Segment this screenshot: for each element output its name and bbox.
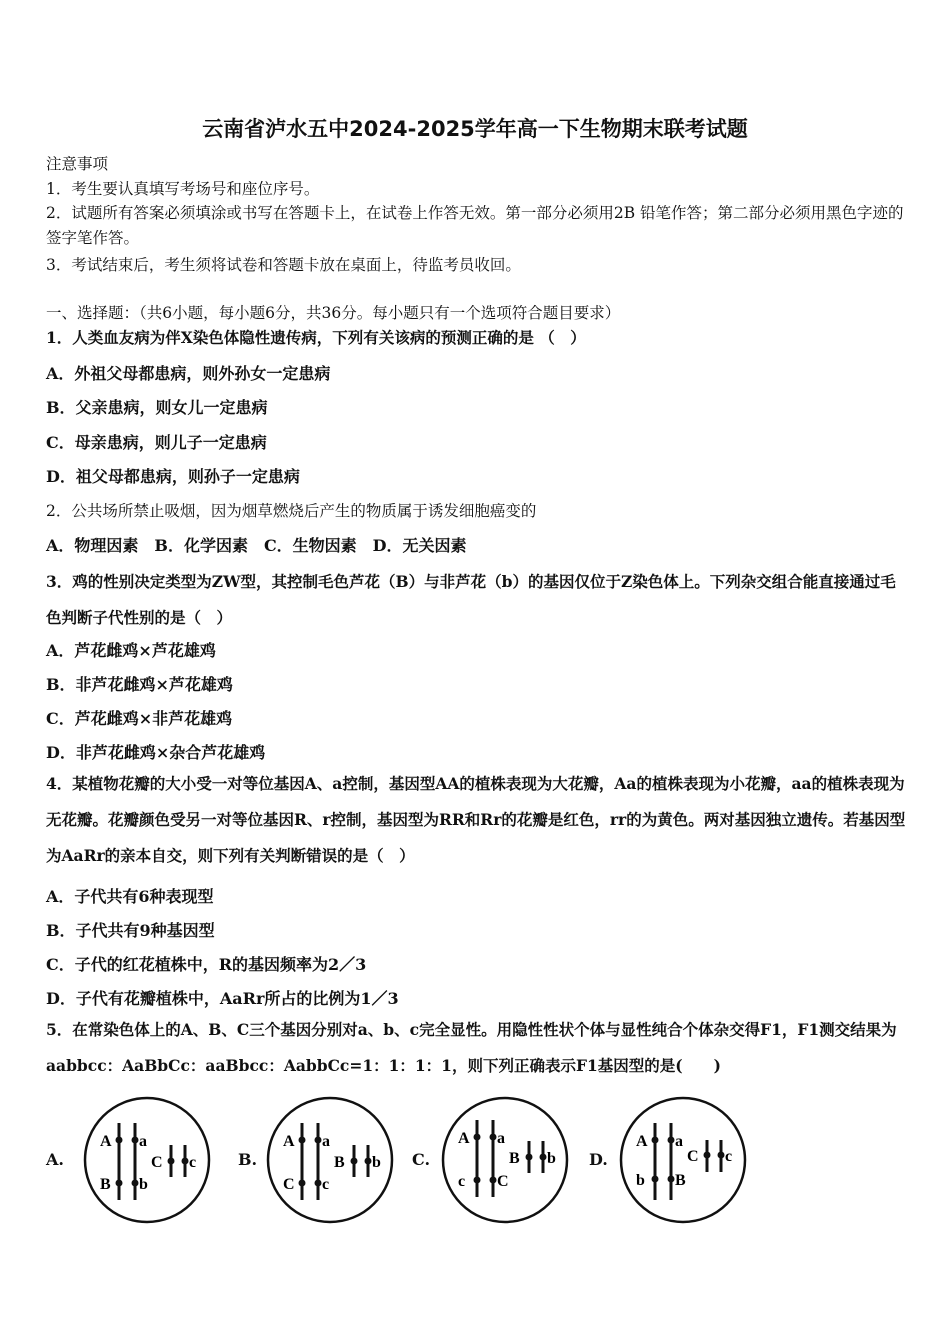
notice-item: 3．考试结束后，考生须将试卷和答题卡放在桌面上，待监考员收回。 [46, 256, 521, 274]
notice-heading: 注意事项 [46, 155, 109, 173]
option-c: C．子代的红花植株中，R的基因频率为2／3 [46, 955, 367, 974]
option-d: D．非芦花雌鸡×杂合芦花雄鸡 [46, 743, 266, 762]
gene-label: B [100, 1176, 111, 1193]
gene-label: c [322, 1176, 330, 1193]
gene-label: a [497, 1130, 505, 1147]
question-stem: 4．某植物花瓣的大小受一对等位基因A、a控制，基因型AA的植株表现为大花瓣，Aa的植株表现为小花瓣，aa的植株表现为无花瓣。花瓣颜色受另一对等位基因R、r控制，基因型为RR和Rr的花瓣是红色，rr的为黄色。两对基因独立遗传。若基因型为AaRr的亲本自交，则下列有关判断错误的是（ ） [46, 774, 906, 865]
option-c: C．芦花雌鸡×非芦花雄鸡 [46, 709, 233, 728]
option-d: D．子代有花瓣植株中，AaRr所占的比例为1／3 [46, 989, 399, 1008]
gene-label: C [151, 1154, 163, 1171]
gene-label: C [687, 1148, 699, 1165]
gene-label: a [322, 1133, 330, 1150]
gene-label: C [283, 1176, 295, 1193]
gene-label: b [139, 1176, 148, 1193]
gene-label: B [675, 1172, 686, 1189]
gene-label: A [458, 1130, 470, 1147]
gene-label: A [283, 1133, 295, 1150]
question-stem: 2．公共场所禁止吸烟，因为烟草燃烧后产生的物质属于诱发细胞癌变的 [46, 502, 537, 520]
options-inline: A．物理因素 B．化学因素 C．生物因素 D．无关因素 [46, 536, 467, 555]
gene-label: c [458, 1173, 466, 1190]
section-heading: 一、选择题：（共6小题，每小题6分，共36分。每小题只有一个选项符合题目要求） [46, 304, 621, 322]
cell-diagram-d [618, 1095, 748, 1225]
gene-label: c [725, 1148, 733, 1165]
figure-label: A. [46, 1150, 64, 1169]
figure-label: C. [412, 1150, 431, 1169]
gene-label: a [675, 1133, 683, 1150]
option-b: B．非芦花雌鸡×芦花雄鸡 [46, 675, 233, 694]
gene-label: c [189, 1154, 197, 1171]
question-stem: 1．人类血友病为伴X染色体隐性遗传病，下列有关该病的预测正确的是 （ ） [46, 328, 586, 347]
option-d: D．祖父母都患病，则孙子一定患病 [46, 467, 300, 486]
option-a: A．外祖父母都患病，则外孙女一定患病 [46, 364, 331, 383]
gene-label: b [372, 1154, 381, 1171]
cell-diagram-b [265, 1095, 395, 1225]
option-b: B．子代共有9种基因型 [46, 921, 215, 940]
gene-label: A [100, 1133, 112, 1150]
cell-diagram-a [82, 1095, 212, 1225]
gene-label: a [139, 1133, 147, 1150]
gene-label: b [636, 1172, 645, 1189]
figure-label: B. [238, 1150, 258, 1169]
gene-label: B [509, 1150, 520, 1167]
notice-item: 1．考生要认真填写考场号和座位序号。 [46, 180, 320, 198]
gene-label: b [547, 1150, 556, 1167]
cell-diagram-c [440, 1095, 570, 1225]
option-a: A．芦花雌鸡×芦花雄鸡 [46, 641, 216, 660]
question-stem: 3．鸡的性别决定类型为ZW型，其控制毛色芦花（B）与非芦花（b）的基因仅位于Z染色体上。下列杂交组合能直接通过毛色判断子代性别的是（ ） [46, 572, 896, 627]
figure-label: D. [589, 1150, 608, 1169]
gene-label: A [636, 1133, 648, 1150]
chromosome-figures [0, 1095, 950, 1235]
gene-label: B [334, 1154, 345, 1171]
question-stem: 5．在常染色体上的A、B、C三个基因分别对a、b、c完全显性。用隐性性状个体与显性纯合个体杂交得F1，F1测交结果为aabbcc：AaBbCc：aaBbcc：AabbCc=1：1：1：1，则下列正确表示F1基因型的是( ) [46, 1020, 897, 1075]
gene-label: C [497, 1173, 509, 1190]
option-a: A．子代共有6种表现型 [46, 887, 214, 906]
notice-item: 2．试题所有答案必须填涂或书写在答题卡上，在试卷上作答无效。第一部分必须用2B 铅笔作答；第二部分必须用黑色字迹的签字笔作答。 [46, 204, 904, 247]
option-c: C．母亲患病，则儿子一定患病 [46, 433, 267, 452]
page-title: 云南省泸水五中2024-2025学年高一下生物期末联考试题 [202, 117, 748, 141]
option-b: B．父亲患病，则女儿一定患病 [46, 398, 268, 417]
